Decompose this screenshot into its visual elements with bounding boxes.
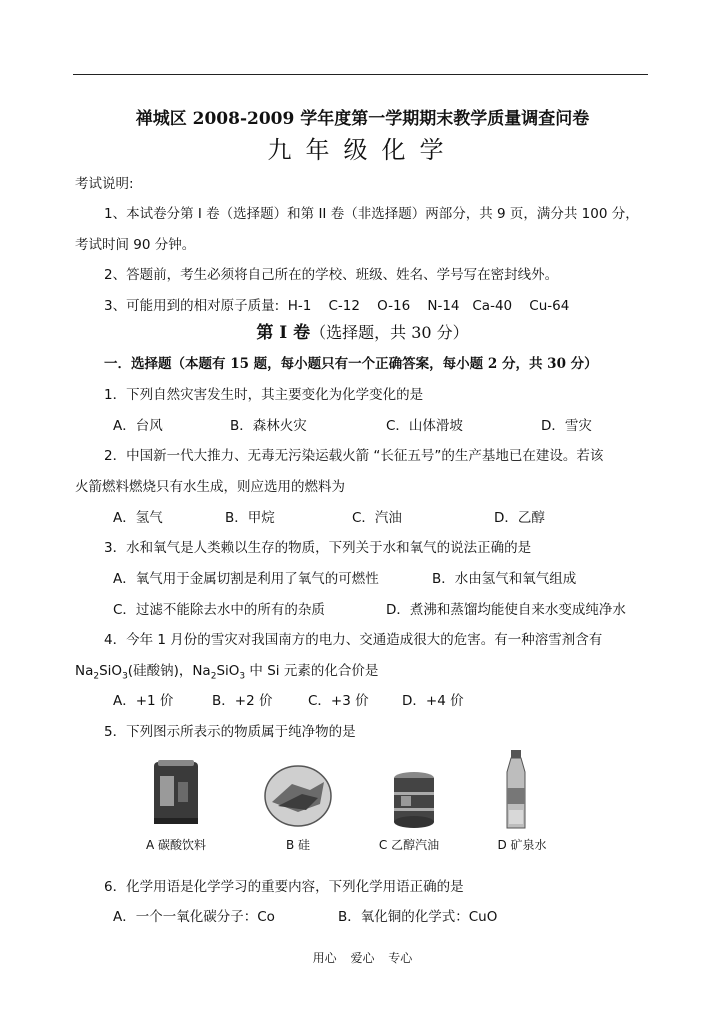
q3-option-c: C．过滤不能除去水中的所有的杂质 bbox=[113, 602, 325, 618]
soda-can-image bbox=[150, 758, 202, 828]
mineral-water-bottle-image bbox=[499, 748, 533, 832]
q1-option-d: D．雪灾 bbox=[541, 418, 592, 434]
exam-subtitle: 九年级化学 bbox=[267, 136, 458, 164]
ethanol-gasoline-barrel-image bbox=[389, 770, 439, 830]
q3-option-b: B．水由氢气和氧气组成 bbox=[432, 571, 577, 587]
q4-option-d: D．+4 价 bbox=[402, 693, 464, 709]
page-footer: 用心 爱心 专心 bbox=[312, 951, 413, 965]
part-heading: 一．选择题（本题有 15 题，每小题只有一个正确答案，每小题 2 分，共 30 分） bbox=[104, 356, 598, 372]
instruction-1-cont: 考试时间 90 分钟。 bbox=[75, 237, 196, 253]
instruction-2: 2、答题前，考生必须将自己所在的学校、班级、姓名、学号写在密封线外。 bbox=[104, 267, 559, 283]
q2-option-d: D．乙醇 bbox=[494, 510, 545, 526]
q5-caption-d: D 矿泉水 bbox=[497, 838, 547, 852]
q5-caption-b: B 硅 bbox=[285, 838, 311, 852]
q2-option-c: C．汽油 bbox=[352, 510, 402, 526]
exam-title: 禅城区 2008-2009 学年度第一学期期末教学质量调查问卷 bbox=[135, 109, 590, 129]
instruction-3: 3、可能用到的相对原子质量: H-1 C-12 O-16 N-14 Ca-40 Cu-64 bbox=[104, 298, 570, 314]
q1-stem: 1．下列自然灾害发生时，其主要变化为化学变化的是 bbox=[104, 387, 424, 403]
q6-stem: 6．化学用语是化学学习的重要内容，下列化学用语正确的是 bbox=[104, 879, 464, 895]
silicon-image bbox=[262, 764, 334, 828]
q5-caption-c: C 乙醇汽油 bbox=[378, 838, 440, 852]
q5-caption-a: A 碳酸饮料 bbox=[145, 838, 207, 852]
q6-option-a: A．一个一氧化碳分子：Co bbox=[113, 909, 275, 925]
section-title-rest: （选择题，共 30 分） bbox=[310, 323, 469, 342]
section-title bbox=[0, 318, 725, 343]
instruction-1: 1、本试卷分第 I 卷（选择题）和第 II 卷（非选择题）两部分，共 9 页，满分共 100 分， bbox=[104, 206, 639, 222]
q5-stem: 5．下列图示所表示的物质属于纯净物的是 bbox=[104, 724, 356, 740]
q2-option-b: B．甲烷 bbox=[225, 510, 275, 526]
q1-option-a: A．台风 bbox=[113, 418, 163, 434]
instructions-heading: 考试说明: bbox=[75, 176, 134, 192]
q2-option-a: A．氢气 bbox=[113, 510, 163, 526]
q2-stem-cont: 火箭燃料燃烧只有水生成，则应选用的燃料为 bbox=[75, 479, 345, 495]
q4-stem: 4．今年 1 月份的雪灾对我国南方的电力、交通造成很大的危害。有一种溶雪剂含有 bbox=[104, 632, 603, 648]
q4-stem-cont: $Na_2SiO_3$(硅酸钠)，$Na_2SiO_3$ 中 Si 元素的化合价是 bbox=[75, 663, 379, 682]
q3-option-a: A．氧气用于金属切割是利用了氧气的可燃性 bbox=[113, 571, 379, 587]
q4-option-a: A．+1 价 bbox=[113, 693, 174, 709]
q2-stem: 2．中国新一代大推力、无毒无污染运载火箭 “长征五号”的生产基地已在建设。若该 bbox=[104, 448, 604, 464]
q1-option-b: B．森林火灾 bbox=[230, 418, 307, 434]
q1-option-c: C．山体滑坡 bbox=[386, 418, 463, 434]
q3-option-d: D．煮沸和蒸馏均能使自来水变成纯净水 bbox=[386, 602, 626, 618]
top-rule bbox=[73, 74, 648, 75]
q4-option-c: C．+3 价 bbox=[308, 693, 369, 709]
q4-option-b: B．+2 价 bbox=[212, 693, 273, 709]
q3-stem: 3．水和氧气是人类赖以生存的物质，下列关于水和氧气的说法正确的是 bbox=[104, 540, 532, 556]
section-title-bold: 第 I 卷 bbox=[256, 323, 311, 343]
q6-option-b: B．氧化铜的化学式：CuO bbox=[338, 909, 498, 925]
